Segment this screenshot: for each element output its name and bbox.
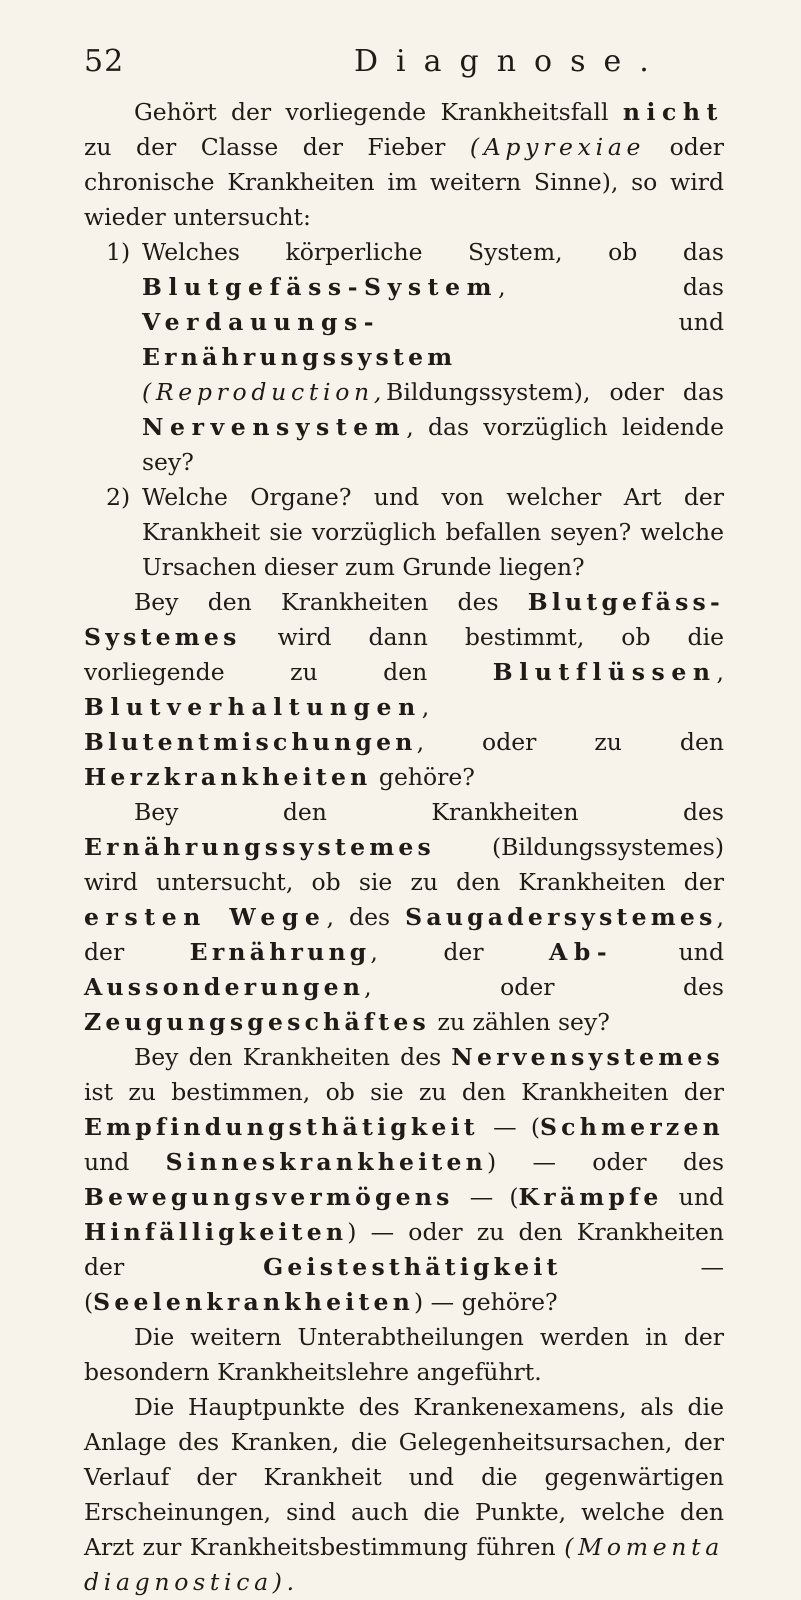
emphasis-term: Blutgefäss-Systemes: [84, 588, 724, 651]
text-span: — (: [84, 1253, 724, 1316]
emphasis-nicht: nicht: [622, 98, 724, 126]
text-span: ) — oder des: [486, 1148, 724, 1176]
text-span: gehöre?: [371, 763, 475, 791]
text-span: ist zu bestimmen, ob sie zu den Krankheiten der: [84, 1078, 724, 1106]
text-span: — (: [453, 1183, 519, 1211]
text-span: Die Hauptpunkte des Krankenexamens, als die Anlage des Kranken, die Gelegenheitsursachen, der Verlauf der Krankheit und die gegenwärtigen Erscheinungen, sind auch die Punkte, welche den Arzt zur Krankheitsbestimmung führen: [84, 1393, 724, 1561]
text-span: zu der Classe der Fieber: [84, 133, 470, 161]
emphasis-term: Bewegungsvermögens: [84, 1183, 454, 1211]
emphasis-term: Nervensystem: [142, 413, 407, 441]
latin-term: (Reproduction,: [142, 378, 387, 406]
list-number: 1): [106, 238, 131, 266]
text-span: Bey den Krankheiten des: [134, 798, 724, 826]
emphasis-term: Ab-: [549, 938, 614, 966]
emphasis-term: Nervensystemes: [451, 1043, 724, 1071]
emphasis-term: Zeugungsgeschäftes: [84, 1008, 430, 1036]
text-span: , oder zu den: [416, 728, 724, 756]
emphasis-term: Krämpfe: [518, 1183, 663, 1211]
list-number: 2): [106, 483, 131, 511]
text-span: Die weitern Unterabtheilungen werden in der besondern Krankheitslehre angeführt.: [84, 1323, 724, 1386]
emphasis-term: Seelenkrankheiten: [93, 1288, 415, 1316]
text-span: , das vorzüglich leidende sey?: [142, 413, 724, 476]
paragraph-nutrition-system: [84, 795, 724, 1040]
text-span: — (: [478, 1113, 540, 1141]
text-span: und: [662, 1183, 724, 1211]
body-text: [84, 95, 724, 1600]
text-span: ) — gehöre?: [414, 1288, 558, 1316]
paragraph-blood-system: [84, 585, 724, 795]
paragraph-subdivisions: [84, 1320, 724, 1390]
emphasis-term: Blutflüssen: [492, 658, 717, 686]
emphasis-term: Blutverhaltungen: [84, 693, 422, 721]
emphasis-term: Herzkrankheiten: [84, 763, 372, 791]
emphasis-term: Aussonderungen: [84, 973, 365, 1001]
emphasis-term: Ernährung: [189, 938, 371, 966]
text-span: und: [84, 1148, 166, 1176]
text-span: Welche Organe? und von welcher Art der Krankheit sie vorzüglich befallen seyen? welche Ursachen dieser zum Grunde liegen?: [142, 483, 724, 581]
text-span: (Bildungssystemes) wird untersucht, ob sie zu den Krankheiten der: [84, 833, 724, 896]
latin-term: (Momenta diagnostica).: [84, 1533, 724, 1596]
emphasis-term: Blutentmischungen: [84, 728, 417, 756]
page-number: 52: [84, 44, 125, 79]
paragraph-examination: [84, 1390, 724, 1600]
emphasis-term: Saugadersystemes: [405, 903, 717, 931]
emphasis-term: Hinfälligkeiten: [84, 1218, 348, 1246]
text-span: Bey den Krankheiten des: [134, 588, 528, 616]
text-span: ,: [716, 658, 724, 686]
paragraph-intro: [84, 95, 724, 235]
text-span: und: [613, 938, 724, 966]
text-span: , der: [84, 903, 725, 966]
text-span: ,: [421, 693, 430, 721]
emphasis-term: Verdauungs-: [142, 308, 381, 336]
emphasis-term: Ernährungssystemes: [84, 833, 436, 861]
text-span: und: [380, 308, 724, 336]
emphasis-term: Geistesthätigkeit: [263, 1253, 562, 1281]
running-title: Diagnose.: [354, 44, 667, 79]
emphasis-term: Schmerzen: [539, 1113, 724, 1141]
text-span: Welches körperliche System, ob das: [142, 238, 724, 266]
question-list: [84, 235, 724, 585]
text-span: ) — oder zu den Krankheiten der: [84, 1218, 724, 1281]
text-span: Bildungssystem), oder das: [386, 378, 724, 406]
text-span: zu zählen sey?: [429, 1008, 610, 1036]
emphasis-term: Blutgefäss-System: [142, 273, 499, 301]
list-item-1: [84, 235, 724, 480]
text-span: , oder des: [364, 973, 724, 1001]
paragraph-nervous-system: [84, 1040, 724, 1320]
list-item-2: [84, 480, 724, 585]
emphasis-term: Ernährungssystem: [142, 343, 457, 371]
text-span: , des: [326, 903, 406, 931]
text-span: oder chronische Krankheiten im weitern Sinne), so wird wieder untersucht:: [84, 133, 724, 231]
page-header: [84, 44, 744, 84]
emphasis-term: Sinneskrankheiten: [165, 1148, 487, 1176]
text-span: , das: [498, 273, 724, 301]
emphasis-term: ersten Wege: [84, 903, 327, 931]
text-span: Bey den Krankheiten des: [134, 1043, 452, 1071]
text-span: wird dann bestimmt, ob die vorliegende zu den: [84, 623, 724, 686]
latin-term: (Apyrexiae: [469, 133, 646, 161]
text-span: Gehört der vorliegende Krankheitsfall: [134, 98, 623, 126]
text-span: , der: [370, 938, 550, 966]
emphasis-term: Empfindungsthätigkeit: [84, 1113, 479, 1141]
